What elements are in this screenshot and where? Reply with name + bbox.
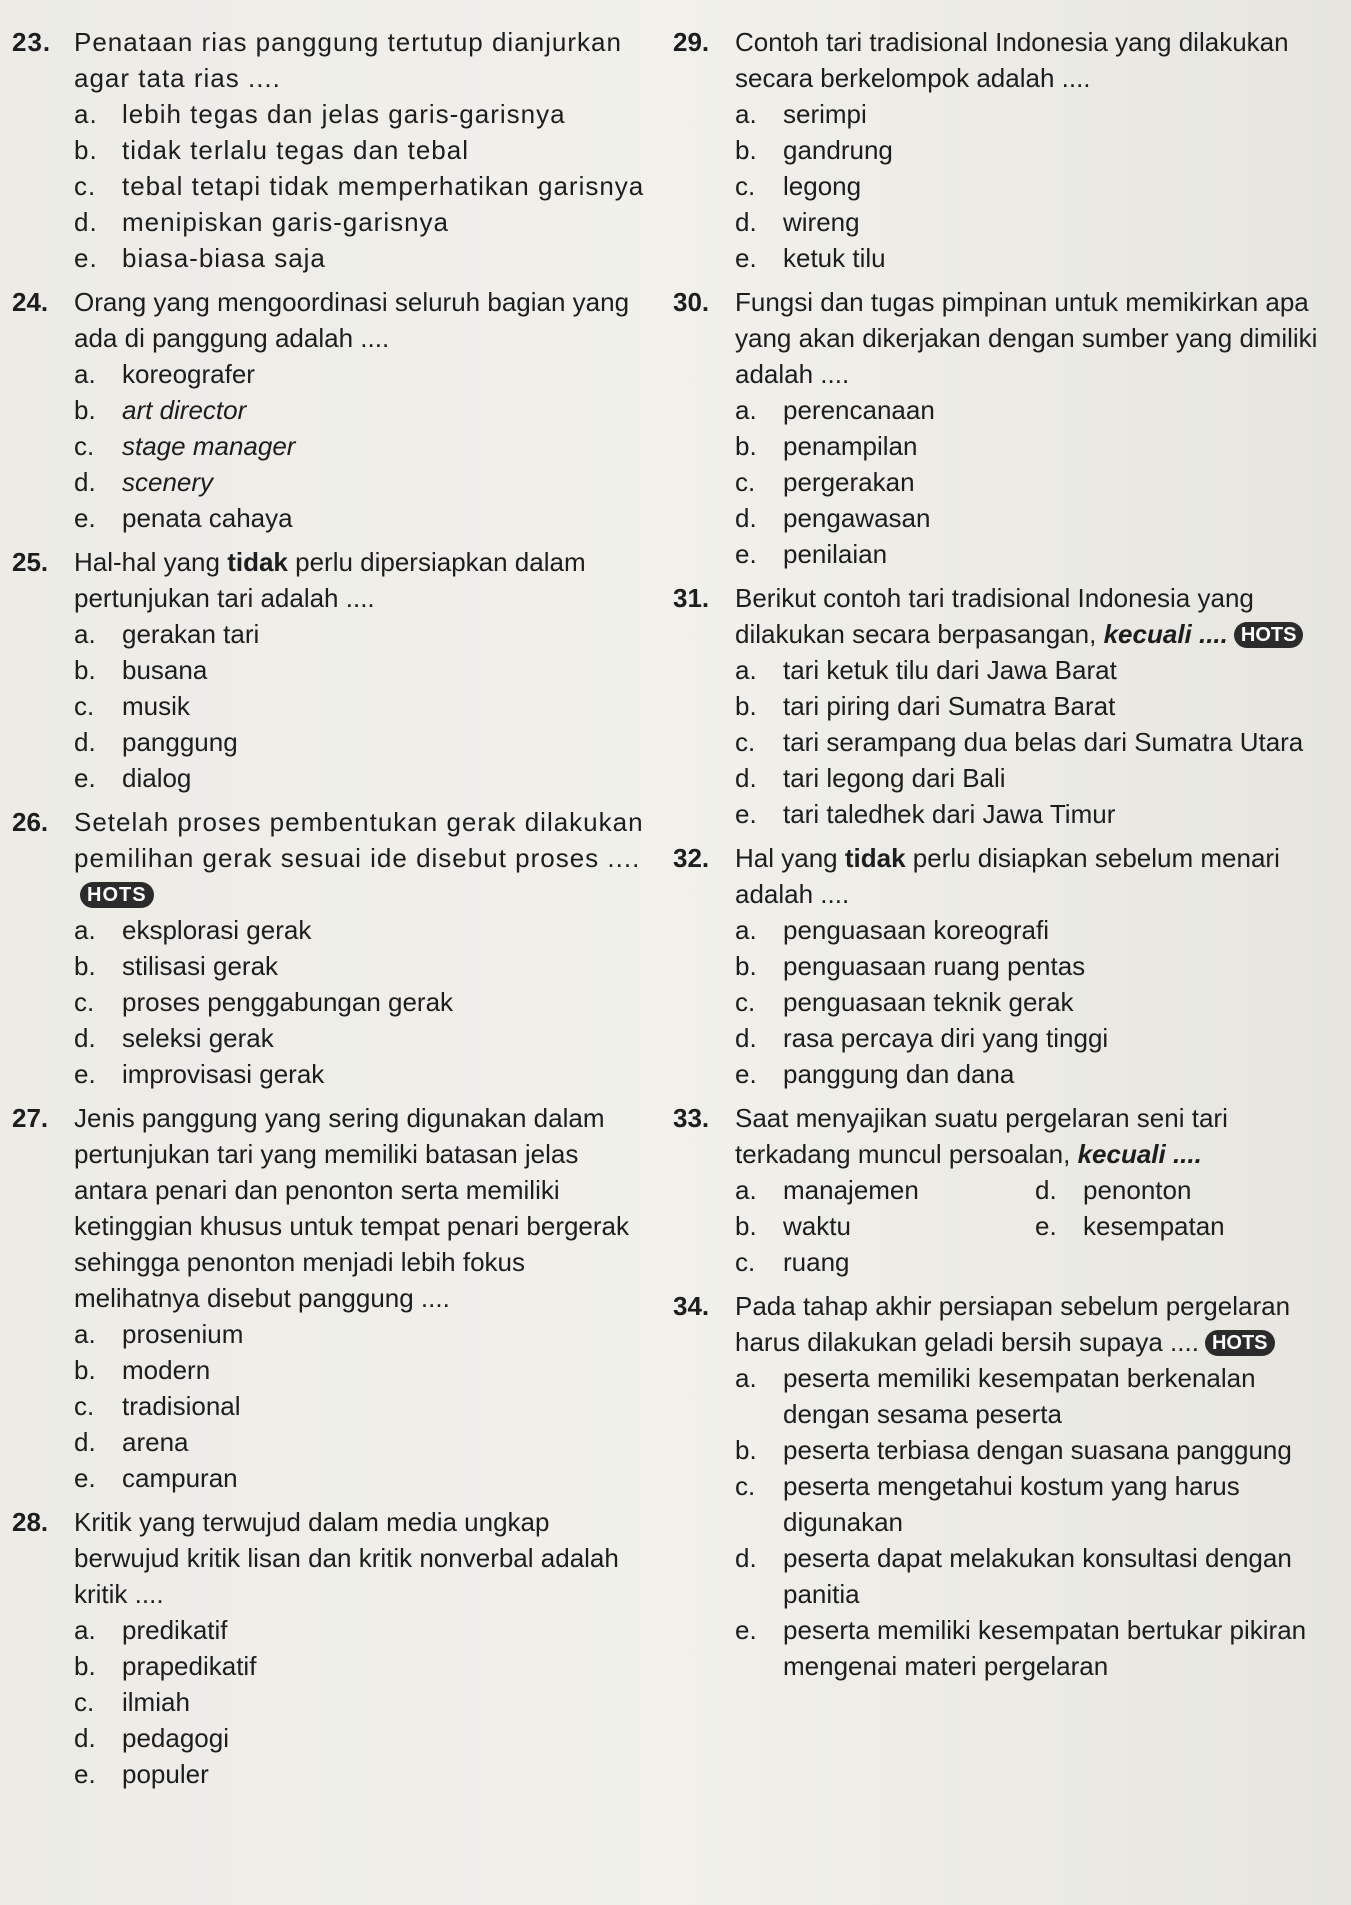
option-letter: d. (74, 467, 96, 497)
option-letter: c. (735, 727, 756, 757)
stem-text: Pada tahap akhir persiapan sebelum pergelaran harus dilakukan geladi bersih supaya .... (735, 1291, 1291, 1357)
option-a[interactable] (74, 616, 652, 652)
option-letter: b. (74, 1651, 96, 1681)
question-23 (12, 24, 652, 276)
option-letter: b. (735, 135, 757, 165)
option-text: improvisasi gerak (122, 1059, 325, 1089)
option-b[interactable] (74, 1648, 652, 1684)
option-text: peserta terbiasa dengan suasana panggung (783, 1435, 1292, 1465)
question-32 (673, 840, 1333, 1092)
option-e[interactable] (735, 536, 1333, 572)
option-text: peserta mengetahui kostum yang harus digunakan (783, 1471, 1240, 1537)
left-column (12, 24, 652, 1800)
option-d[interactable] (74, 1020, 652, 1056)
option-e[interactable] (74, 1460, 652, 1496)
option-letter: c. (735, 1247, 756, 1277)
option-letter: a. (74, 1615, 96, 1645)
question-stem (735, 840, 1333, 912)
option-c[interactable] (735, 1244, 1035, 1280)
option-text: musik (122, 691, 190, 721)
option-text: populer (122, 1759, 209, 1789)
option-d[interactable] (74, 464, 652, 500)
question-stem (735, 580, 1333, 652)
option-text: tari piring dari Sumatra Barat (783, 691, 1116, 721)
options-list (74, 616, 652, 796)
stem-text: Setelah proses pembentukan gerak dilakukan pemilihan gerak sesuai ide disebut proses .... (74, 807, 644, 873)
option-text: peserta dapat melakukan konsultasi dengan panitia (783, 1543, 1292, 1609)
option-b[interactable] (735, 1208, 1035, 1244)
option-text: art director (122, 395, 247, 425)
question-number: 34. (673, 1291, 710, 1321)
option-e[interactable] (735, 1056, 1333, 1092)
option-c[interactable] (74, 984, 652, 1020)
option-text: predikatif (122, 1615, 228, 1645)
option-letter: e. (74, 1759, 96, 1789)
option-letter: c. (74, 1391, 95, 1421)
option-text: ketuk tilu (783, 243, 886, 273)
option-text: pedagogi (122, 1723, 229, 1753)
options-list (735, 392, 1333, 572)
option-letter: b. (735, 431, 757, 461)
question-stem: Kritik yang terwujud dalam media ungkap berwujud kritik lisan dan kritik nonverbal adalah kritik .... (74, 1507, 619, 1609)
option-text: serimpi (783, 99, 867, 129)
option-letter: c. (74, 691, 95, 721)
option-letter: d. (735, 763, 757, 793)
option-text: dialog (122, 763, 192, 793)
option-text: prosenium (122, 1319, 244, 1349)
option-letter: e. (735, 1059, 757, 1089)
question-26 (12, 804, 652, 1092)
option-letter: d. (735, 503, 757, 533)
option-b[interactable] (735, 132, 1333, 168)
option-text: penata cahaya (122, 503, 293, 533)
question-33 (673, 1100, 1333, 1280)
option-a[interactable] (735, 912, 1333, 948)
option-letter: a. (74, 915, 96, 945)
question-number: 26. (12, 807, 49, 837)
option-e[interactable] (74, 1756, 652, 1792)
hots-badge: HOTS (1234, 622, 1304, 648)
stem-text: perlu dipersiapkan dalam pertunjukan tari adalah .... (74, 547, 586, 613)
option-c[interactable] (735, 1468, 1333, 1540)
option-letter: e. (735, 1615, 757, 1645)
option-e[interactable] (735, 240, 1333, 276)
stem-emphasis: kecuali .... (1077, 1139, 1202, 1169)
option-letter: c. (74, 431, 95, 461)
option-a[interactable] (74, 1316, 652, 1352)
option-d[interactable] (74, 1720, 652, 1756)
option-c[interactable] (735, 984, 1333, 1020)
option-letter: e. (74, 763, 96, 793)
option-c[interactable] (74, 688, 652, 724)
option-letter: d. (735, 1023, 757, 1053)
option-text: stage manager (122, 431, 296, 461)
option-e[interactable] (74, 1056, 652, 1092)
option-letter: b. (74, 951, 96, 981)
option-letter: b. (735, 1211, 757, 1241)
option-text: tari serampang dua belas dari Sumatra Utara (783, 727, 1304, 757)
hots-badge: HOTS (80, 882, 154, 908)
option-letter: e. (74, 1463, 96, 1493)
option-letter: d. (735, 207, 757, 237)
option-letter: b. (74, 655, 96, 685)
options-list (74, 1612, 652, 1792)
option-text: panggung (122, 727, 238, 757)
option-text: scenery (122, 467, 214, 497)
question-stem (74, 544, 652, 616)
option-b[interactable] (74, 132, 652, 168)
option-e[interactable] (735, 796, 1333, 832)
option-text: modern (122, 1355, 211, 1385)
options-list (74, 912, 652, 1092)
question-25 (12, 544, 652, 796)
right-column (673, 24, 1333, 1692)
question-stem (735, 1288, 1333, 1360)
option-letter: c. (74, 171, 97, 201)
option-d[interactable] (735, 760, 1333, 796)
option-a[interactable] (735, 652, 1333, 688)
option-d[interactable] (735, 1540, 1333, 1612)
option-d[interactable] (74, 204, 652, 240)
option-letter: e. (735, 799, 757, 829)
option-letter: b. (74, 135, 98, 165)
option-c[interactable] (74, 168, 652, 204)
option-e[interactable] (74, 760, 652, 796)
question-stem (74, 804, 652, 912)
option-d[interactable] (74, 1424, 652, 1460)
question-24 (12, 284, 652, 536)
option-letter: e. (74, 243, 98, 273)
option-c[interactable] (735, 168, 1333, 204)
option-letter: a. (735, 1175, 757, 1205)
option-b[interactable] (74, 392, 652, 428)
option-a[interactable] (735, 392, 1333, 428)
question-30 (673, 284, 1333, 572)
option-a[interactable] (74, 96, 652, 132)
option-a[interactable] (74, 356, 652, 392)
option-text: manajemen (783, 1175, 919, 1205)
option-b[interactable] (735, 688, 1333, 724)
question-number: 25. (12, 547, 49, 577)
option-b[interactable] (735, 948, 1333, 984)
options-list (735, 1360, 1333, 1684)
question-number: 33. (673, 1103, 710, 1133)
options-list (74, 96, 652, 276)
option-c[interactable] (735, 464, 1333, 500)
option-d[interactable] (735, 1020, 1333, 1056)
option-text: arena (122, 1427, 189, 1457)
options-list (735, 912, 1333, 1092)
option-text: perencanaan (783, 395, 935, 425)
option-text: panggung dan dana (783, 1059, 1015, 1089)
option-text: gandrung (783, 135, 893, 165)
option-letter: a. (74, 359, 96, 389)
option-text: tari ketuk tilu dari Jawa Barat (783, 655, 1117, 685)
question-number: 27. (12, 1103, 49, 1133)
option-letter: b. (735, 1435, 757, 1465)
option-text: pergerakan (783, 467, 915, 497)
option-text: penguasaan teknik gerak (783, 987, 1074, 1017)
option-text: legong (783, 171, 862, 201)
question-number: 28. (12, 1507, 49, 1537)
option-text: tebal tetapi tidak memperhatikan garisnya (122, 171, 645, 201)
options-list (735, 1172, 1333, 1280)
option-letter: d. (74, 1023, 96, 1053)
option-text: prapedikatif (122, 1651, 257, 1681)
option-letter: a. (735, 655, 757, 685)
option-letter: a. (74, 1319, 96, 1349)
question-stem: Fungsi dan tugas pimpinan untuk memikirkan apa yang akan dikerjakan dengan sumber yang dimiliki adalah .... (735, 287, 1318, 389)
option-text: peserta memiliki kesempatan bertukar pikiran mengenai materi pergelaran (783, 1615, 1307, 1681)
option-text: ilmiah (122, 1687, 190, 1717)
option-text: ruang (783, 1247, 850, 1277)
option-text: tari legong dari Bali (783, 763, 1006, 793)
stem-text: Berikut contoh tari tradisional Indonesia yang dilakukan secara berpasangan, (735, 583, 1254, 649)
option-letter: e. (735, 243, 757, 273)
option-letter: a. (735, 1363, 757, 1393)
option-text: penguasaan ruang pentas (783, 951, 1086, 981)
option-letter: a. (735, 915, 757, 945)
options-list (735, 96, 1333, 276)
option-a[interactable] (74, 912, 652, 948)
option-a[interactable] (735, 1172, 1035, 1208)
option-letter: e. (1035, 1211, 1057, 1241)
option-b[interactable] (735, 428, 1333, 464)
option-text: penonton (1083, 1175, 1192, 1205)
option-text: lebih tegas dan jelas garis-garisnya (122, 99, 566, 129)
question-number: 23. (12, 27, 52, 57)
option-letter: a. (74, 99, 98, 129)
option-text: stilisasi gerak (122, 951, 279, 981)
stem-text: perlu disiapkan sebelum menari adalah .... (735, 843, 1280, 909)
option-letter: c. (735, 1471, 756, 1501)
option-text: pengawasan (783, 503, 931, 533)
option-b[interactable] (74, 948, 652, 984)
option-e[interactable] (74, 500, 652, 536)
option-text: campuran (122, 1463, 238, 1493)
option-text: wireng (783, 207, 860, 237)
option-a[interactable] (74, 1612, 652, 1648)
hots-badge: HOTS (1205, 1330, 1275, 1356)
option-text: biasa-biasa saja (122, 243, 326, 273)
option-a[interactable] (735, 1360, 1333, 1432)
option-letter: e. (74, 1059, 96, 1089)
stem-emphasis: kecuali .... (1103, 619, 1228, 649)
question-number: 31. (673, 583, 710, 613)
option-text: waktu (783, 1211, 851, 1241)
option-text: gerakan tari (122, 619, 260, 649)
option-text: rasa percaya diri yang tinggi (783, 1023, 1109, 1053)
question-number: 29. (673, 27, 710, 57)
option-text: tidak terlalu tegas dan tebal (122, 135, 469, 165)
stem-text: Hal-hal yang (74, 547, 228, 577)
option-letter: d. (74, 1723, 96, 1753)
question-number: 30. (673, 287, 710, 317)
option-text: peserta memiliki kesempatan berkenalan dengan sesama peserta (783, 1363, 1256, 1429)
option-letter: d. (74, 207, 98, 237)
options-list (74, 356, 652, 536)
stem-text: Hal yang (735, 843, 845, 873)
option-letter: d. (74, 1427, 96, 1457)
question-29 (673, 24, 1333, 276)
option-letter: b. (74, 1355, 96, 1385)
option-letter: d. (1035, 1175, 1057, 1205)
option-letter: d. (74, 727, 96, 757)
option-e[interactable] (735, 1612, 1333, 1684)
question-28 (12, 1504, 652, 1792)
option-b[interactable] (74, 652, 652, 688)
option-letter: b. (735, 691, 757, 721)
question-31 (673, 580, 1333, 832)
option-letter: a. (735, 395, 757, 425)
options-list (74, 1316, 652, 1496)
option-letter: c. (74, 1687, 95, 1717)
question-number: 24. (12, 287, 49, 317)
option-text: tradisional (122, 1391, 241, 1421)
option-e[interactable] (74, 240, 652, 276)
question-stem: Orang yang mengoordinasi seluruh bagian yang ada di panggung adalah .... (74, 287, 630, 353)
question-stem: Contoh tari tradisional Indonesia yang dilakukan secara berkelompok adalah .... (735, 27, 1289, 93)
option-text: koreografer (122, 359, 255, 389)
stem-emphasis: tidak (844, 843, 906, 873)
question-stem: Penataan rias panggung tertutup dianjurkan agar tata rias .... (74, 27, 622, 93)
option-e[interactable] (1035, 1208, 1333, 1244)
option-d[interactable] (1035, 1172, 1333, 1208)
option-c[interactable] (735, 724, 1333, 760)
stem-text: Saat menyajikan suatu pergelaran seni tari terkadang muncul persoalan, (735, 1103, 1228, 1169)
option-text: penguasaan koreografi (783, 915, 1049, 945)
question-number: 32. (673, 843, 710, 873)
option-letter: a. (74, 619, 96, 649)
option-letter: b. (735, 951, 757, 981)
option-a[interactable] (735, 96, 1333, 132)
option-letter: c. (735, 171, 756, 201)
option-text: proses penggabungan gerak (122, 987, 454, 1017)
option-b[interactable] (735, 1432, 1333, 1468)
question-stem: Jenis panggung yang sering digunakan dalam pertunjukan tari yang memiliki batasan jelas antara penari dan penonton serta memiliki ketinggian khusus untuk tempat penari bergerak sehingga penonton menjadi lebih fokus melihatnya disebut panggung .... (74, 1103, 630, 1313)
option-d[interactable] (735, 204, 1333, 240)
option-text: busana (122, 655, 208, 685)
option-letter: b. (74, 395, 96, 425)
option-text: penampilan (783, 431, 918, 461)
option-b[interactable] (74, 1352, 652, 1388)
option-text: penilaian (783, 539, 888, 569)
option-text: seleksi gerak (122, 1023, 274, 1053)
option-letter: c. (735, 987, 756, 1017)
option-c[interactable] (74, 428, 652, 464)
option-text: kesempatan (1083, 1211, 1225, 1241)
option-letter: d. (735, 1543, 757, 1573)
option-text: menipiskan garis-garisnya (122, 207, 450, 237)
question-27 (12, 1100, 652, 1496)
option-text: tari taledhek dari Jawa Timur (783, 799, 1116, 829)
option-text: eksplorasi gerak (122, 915, 312, 945)
option-d[interactable] (74, 724, 652, 760)
option-d[interactable] (735, 500, 1333, 536)
question-34 (673, 1288, 1333, 1684)
option-letter: c. (735, 467, 756, 497)
option-c[interactable] (74, 1684, 652, 1720)
stem-emphasis: tidak (227, 547, 288, 577)
option-c[interactable] (74, 1388, 652, 1424)
option-letter: c. (74, 987, 95, 1017)
option-letter: a. (735, 99, 757, 129)
option-letter: e. (74, 503, 96, 533)
option-letter: e. (735, 539, 757, 569)
options-list (735, 652, 1333, 832)
question-stem (735, 1100, 1333, 1172)
